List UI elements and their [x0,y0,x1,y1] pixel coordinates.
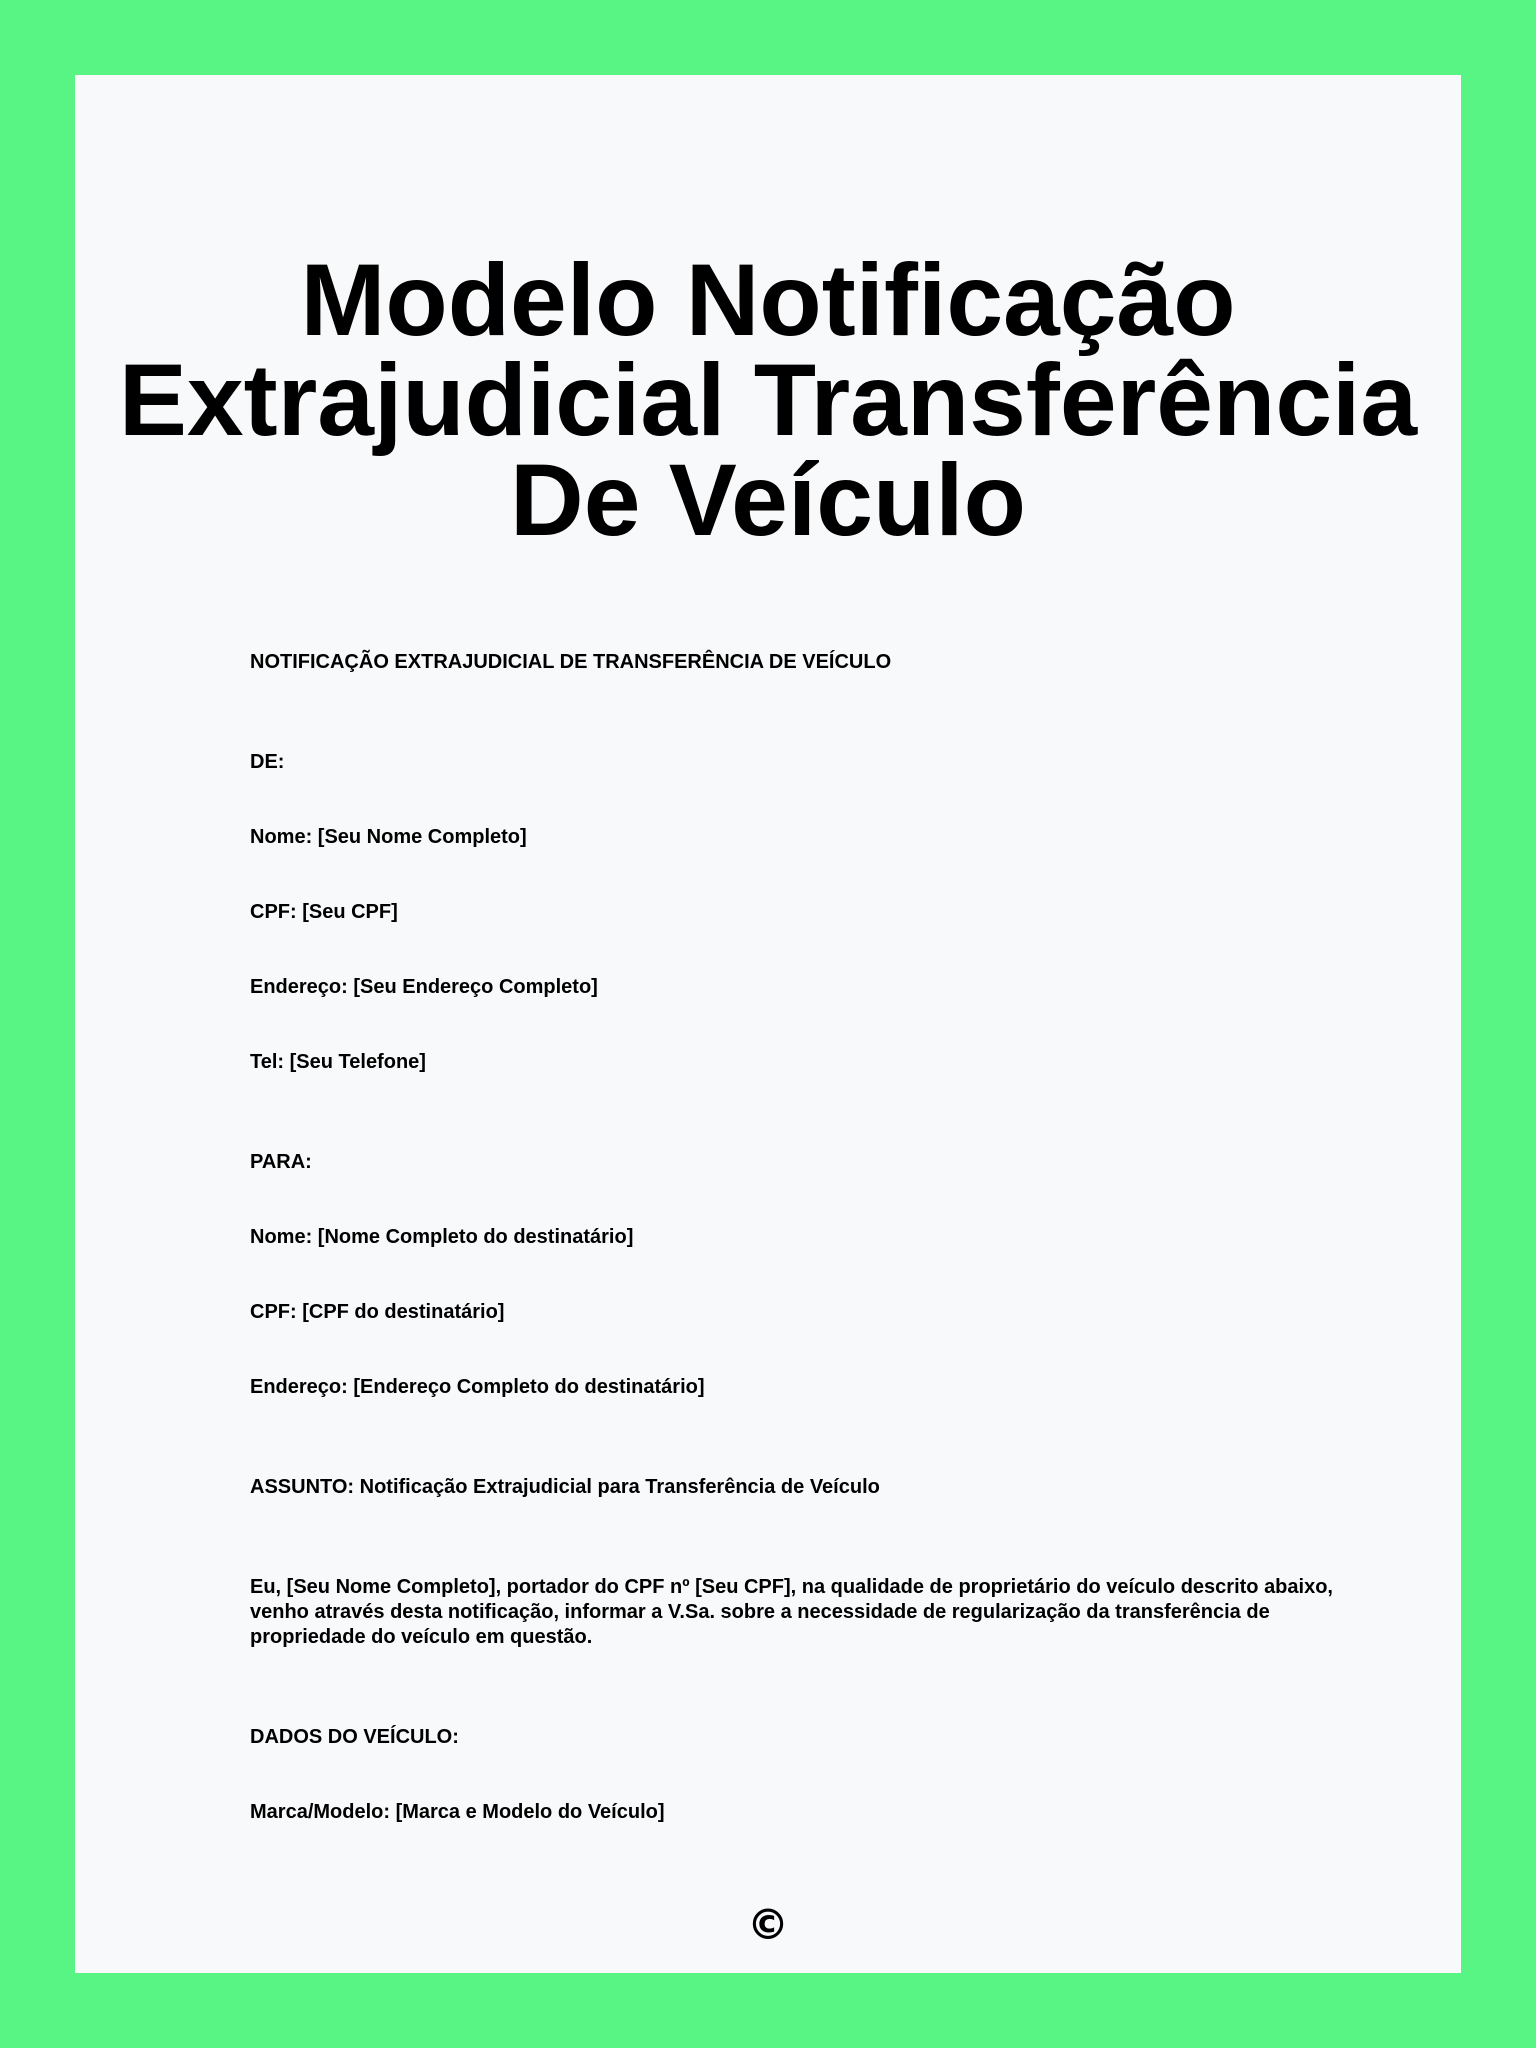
to-name: Nome: [Nome Completo do destinatário] [250,1226,634,1248]
from-phone: Tel: [Seu Telefone] [250,1051,426,1073]
copyright-icon: © [747,1900,789,1949]
from-cpf: CPF: [Seu CPF] [250,901,398,923]
from-label: DE: [250,751,285,773]
title-line-1: Modelo Notificação [300,243,1236,357]
from-address: Endereço: [Seu Endereço Completo] [250,976,598,998]
subject-line: ASSUNTO: Notificação Extrajudicial para Transferência de Veículo [250,1476,880,1498]
vehicle-data-label: DADOS DO VEÍCULO: [250,1726,459,1748]
document-title [75,243,1461,557]
to-cpf: CPF: [CPF do destinatário] [250,1301,505,1323]
to-address: Endereço: [Endereço Completo do destinatário] [250,1376,705,1398]
notification-heading: NOTIFICAÇÃO EXTRAJUDICIAL DE TRANSFERÊNCIA DE VEÍCULO [250,651,892,673]
body-paragraph: Eu, [Seu Nome Completo], portador do CPF nº [Seu CPF], na qualidade de proprietário do veículo descrito abaixo, venho através desta notificação, informar a V.Sa. sobre a necessidade de regularização da transferência de propriedade do veículo em questão. [250,1576,1333,1648]
title-line-2: Extrajudicial Transferência [118,343,1418,457]
title-line-3: De Veículo [510,443,1026,557]
vehicle-brand-model: Marca/Modelo: [Marca e Modelo do Veículo] [250,1801,665,1823]
from-name: Nome: [Seu Nome Completo] [250,826,527,848]
to-label: PARA: [250,1151,312,1173]
document-page [75,75,1461,1973]
